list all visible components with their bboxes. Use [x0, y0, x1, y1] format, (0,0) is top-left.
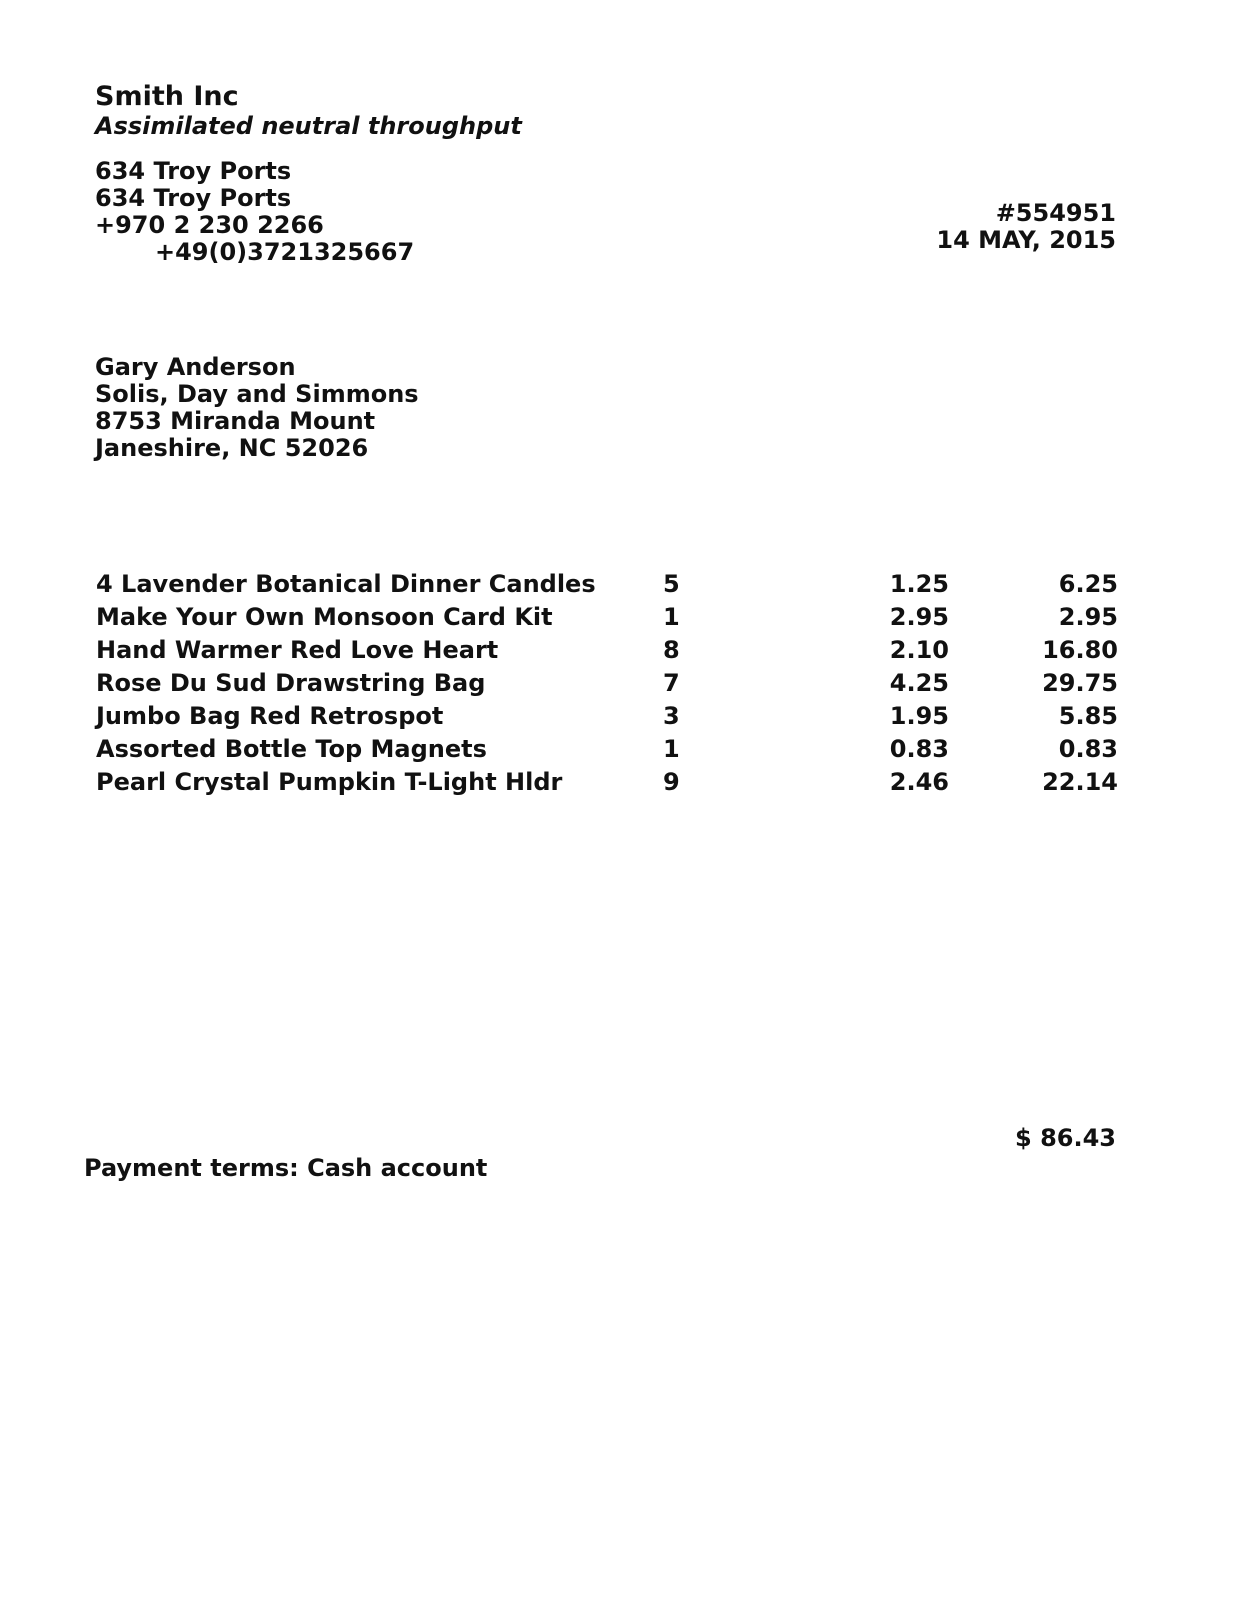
item-quantity: 9: [663, 768, 680, 796]
company-name: Smith Inc: [95, 81, 239, 112]
item-unit-price: 1.95: [889, 702, 949, 730]
sender-address-line: 634 Troy Ports: [95, 184, 292, 212]
item-unit-price: 2.10: [889, 636, 949, 664]
line-item-row: [96, 634, 1118, 667]
item-unit-price: 4.25: [889, 669, 949, 697]
payment-terms: Payment terms: Cash account: [84, 1154, 488, 1182]
item-quantity: 7: [663, 669, 680, 697]
line-item-row: [96, 766, 1118, 799]
recipient-street: 8753 Miranda Mount: [95, 407, 376, 435]
item-line-total: 29.75: [1042, 669, 1118, 697]
item-description: 4 Lavender Botanical Dinner Candles: [96, 570, 596, 598]
item-unit-price: 0.83: [889, 735, 949, 763]
item-line-total: 22.14: [1042, 768, 1118, 796]
item-quantity: 5: [663, 570, 680, 598]
item-quantity: 1: [663, 735, 680, 763]
item-line-total: 6.25: [1058, 570, 1118, 598]
line-item-row: [96, 700, 1118, 733]
item-unit-price: 1.25: [889, 570, 949, 598]
item-description: Make Your Own Monsoon Card Kit: [96, 603, 553, 631]
item-unit-price: 2.46: [889, 768, 949, 796]
item-description: Pearl Crystal Pumpkin T-Light Hldr: [96, 768, 563, 796]
invoice-date: 14 MAY, 2015: [936, 226, 1116, 254]
sender-address-line: 634 Troy Ports: [95, 157, 292, 185]
line-item-row: [96, 601, 1118, 634]
line-item-row: [96, 667, 1118, 700]
sender-address-block: [95, 158, 414, 266]
invoice-total: $ 86.43: [1015, 1124, 1116, 1152]
recipient-company: Solis, Day and Simmons: [95, 380, 419, 408]
item-line-total: 2.95: [1058, 603, 1118, 631]
invoice-number: #554951: [995, 199, 1116, 227]
line-items-body: [96, 568, 1118, 799]
item-line-total: 0.83: [1058, 735, 1118, 763]
recipient-address-block: [95, 354, 419, 462]
company-tagline: Assimilated neutral throughput: [95, 112, 522, 140]
invoice-meta: [936, 200, 1116, 254]
recipient-city: Janeshire, NC 52026: [95, 434, 369, 462]
line-item-row: [96, 733, 1118, 766]
line-items-table: [96, 568, 1118, 799]
item-line-total: 16.80: [1042, 636, 1118, 664]
item-description: Hand Warmer Red Love Heart: [96, 636, 499, 664]
recipient-name: Gary Anderson: [95, 353, 296, 381]
item-description: Jumbo Bag Red Retrospot: [96, 702, 444, 730]
sender-phone: +970 2 230 2266: [95, 211, 324, 239]
item-description: Rose Du Sud Drawstring Bag: [96, 669, 486, 697]
item-unit-price: 2.95: [889, 603, 949, 631]
item-line-total: 5.85: [1058, 702, 1118, 730]
line-item-row: [96, 568, 1118, 601]
item-description: Assorted Bottle Top Magnets: [96, 735, 487, 763]
item-quantity: 8: [663, 636, 680, 664]
item-quantity: 1: [663, 603, 680, 631]
item-quantity: 3: [663, 702, 680, 730]
sender-phone-secondary: +49(0)3721325667: [155, 238, 415, 266]
